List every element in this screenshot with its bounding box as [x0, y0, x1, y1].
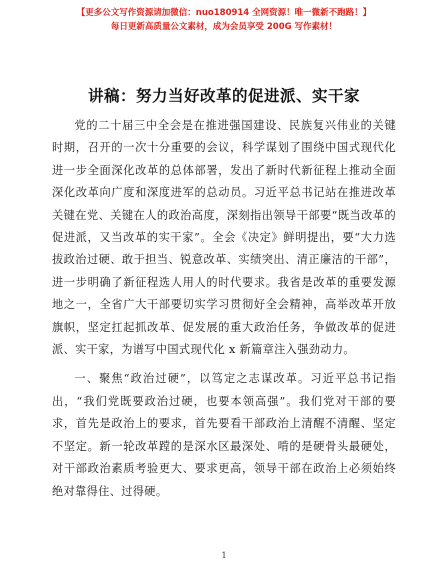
document-title: 讲稿：努力当好改革的促进派、实干家	[87, 87, 360, 105]
body-paragraph: 一、聚焦“政治过硬”，以笃定之志谋改革。习近平总书记指出，“我们党既要政治过硬，也要本领高强”。我们党对干部的要求，首先是政治上的要求，首先要看干部政治上清醒不清醒、坚定不坚定。新一轮改革蹚的是深水区最深处、啃的是硬骨头最硬处，对干部政治素质考验更大、要求更高，领导干部在政治上必须始终绝对靠得住、过得硬。	[52, 372, 396, 498]
page-number: 1	[221, 551, 227, 560]
body-paragraph: 党的二十届三中全会是在推进强国建设、民族复兴伟业的关键时期，召开的一次十分重要的会议，科学谋划了围绕中国式现代化进一步全面深化改革的总体部署，发出了新时代新征程上推动全面深化改革向广度和深度进军的总动员。习近平总书记站在推进改革关键在党、关键在人的政治高度，深刻指出领导干部要“既当改革的促进派，又当改革的实干家”。全会《决定》鲜明提出，要“大力选拔政治过硬、敢于担当、锐意改革、实绩突出、清正廉洁的干部”，进一步明确了新征程选人用人的时代要求。我省是改革的重要发源地之一，全省广大干部要切实学习贯彻好全会精神，高举改革开放旗帜，坚定扛起抓改革、促发展的重大政治任务，争做改革的促进派、实干家，为谱写中国式现代化 x 新篇章注入强劲动力。	[52, 119, 396, 357]
promo-banner-line-1: 【更多公文写作资源请加微信：nuo180914 全网资源！唯一微新不跑路！】	[76, 8, 372, 18]
promo-banner	[0, 6, 448, 34]
document-body	[52, 115, 396, 503]
promo-banner-line-2: 每日更新高质量公文素材，成为会员享受 200G 写作素材！	[110, 22, 338, 32]
